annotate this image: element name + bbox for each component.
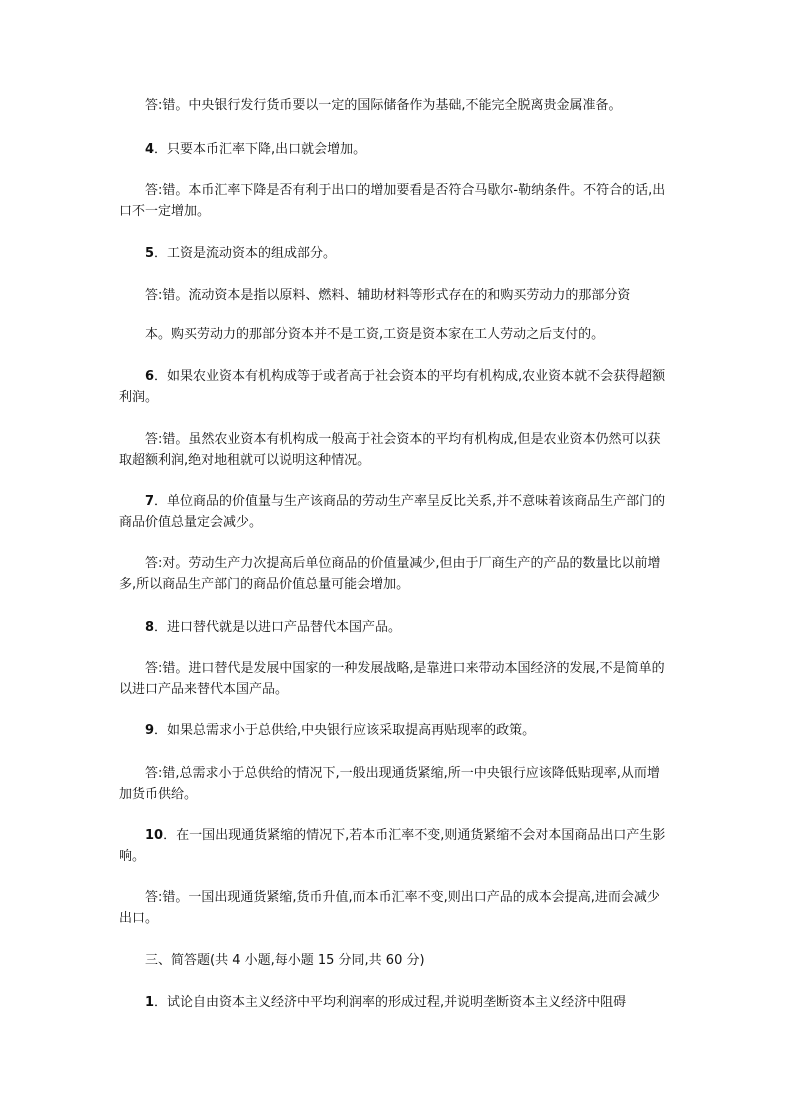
question-8: 8．进口替代就是以进口产品替代本国产品。	[145, 620, 402, 635]
question-number: 10	[145, 828, 164, 843]
question-number: 1	[145, 995, 155, 1010]
answer-8: 答:错。进口替代是发展中国家的一种发展战略,是靠进口来带动本国经济的发展,不是简单的以进口产品来替代本国产品。	[119, 661, 665, 697]
answer-7: 答:对。劳动生产力次提高后单位商品的价值量减少,但由于厂商生产的产品的数量比以前增多,所以商品生产部门的商品价值总量可能会增加。	[119, 556, 661, 592]
question-5: 5．工资是流动资本的组成部分。	[145, 246, 337, 261]
question-number: 9	[145, 723, 155, 738]
answer-5-line-2: 本。购买劳动力的那部分资本并不是工资,工资是资本家在工人劳动之后支付的。	[145, 327, 605, 342]
question-4: 4．只要本币汇率下降,出口就会增加。	[145, 142, 367, 157]
answer-4: 答:错。本币汇率下降是否有利于出口的增加要看是否符合马歇尔-勒纳条件。不符合的话,出口不一定增加。	[119, 183, 666, 219]
answer-9: 答:错,总需求小于总供给的情况下,一般出现通货紧缩,所一中央银行应该降低贴现率,从而增加货币供给。	[119, 766, 660, 802]
answer-10: 答:错。一国出现通货紧缩,货币升值,而本币汇率不变,则出口产品的成本会提高,进而会减少出口。	[119, 890, 660, 926]
section-3-question-1: 1．试论自由资本主义经济中平均利润率的形成过程,并说明垄断资本主义经济中阻碍	[145, 995, 627, 1010]
question-number: 8	[145, 620, 155, 635]
question-number: 7	[145, 494, 155, 509]
question-7: 7．单位商品的价值量与生产该商品的劳动生产率呈反比关系,并不意味着该商品生产部门的商品价值总量定会减少。	[119, 494, 666, 530]
question-6: 6．如果农业资本有机构成等于或者高于社会资本的平均有机构成,农业资本就不会获得超额利润。	[119, 369, 666, 405]
answer-5-line-1: 答:错。流动资本是指以原料、燃料、辅助材料等形式存在的和购买劳动力的那部分资	[145, 288, 631, 303]
question-10: 10．在一国出现通货紧缩的情况下,若本币汇率不变,则通货紧缩不会对本国商品出口产生影响。	[119, 828, 666, 864]
question-number: 5	[145, 246, 155, 261]
question-number: 6	[145, 369, 155, 384]
question-number: 4	[145, 142, 155, 157]
answer-6: 答:错。虽然农业资本有机构成一般高于社会资本的平均有机构成,但是农业资本仍然可以获取超额利润,绝对地租就可以说明这种情况。	[119, 432, 661, 468]
question-9: 9．如果总需求小于总供给,中央银行应该采取提高再贴现率的政策。	[145, 723, 536, 738]
section-3-heading: 三、简答题(共 4 小题,每小题 15 分同,共 60 分)	[145, 953, 425, 968]
answer-3: 答:错。中央银行发行货币要以一定的国际储备作为基础,不能完全脱离贵金属准备。	[145, 98, 622, 113]
